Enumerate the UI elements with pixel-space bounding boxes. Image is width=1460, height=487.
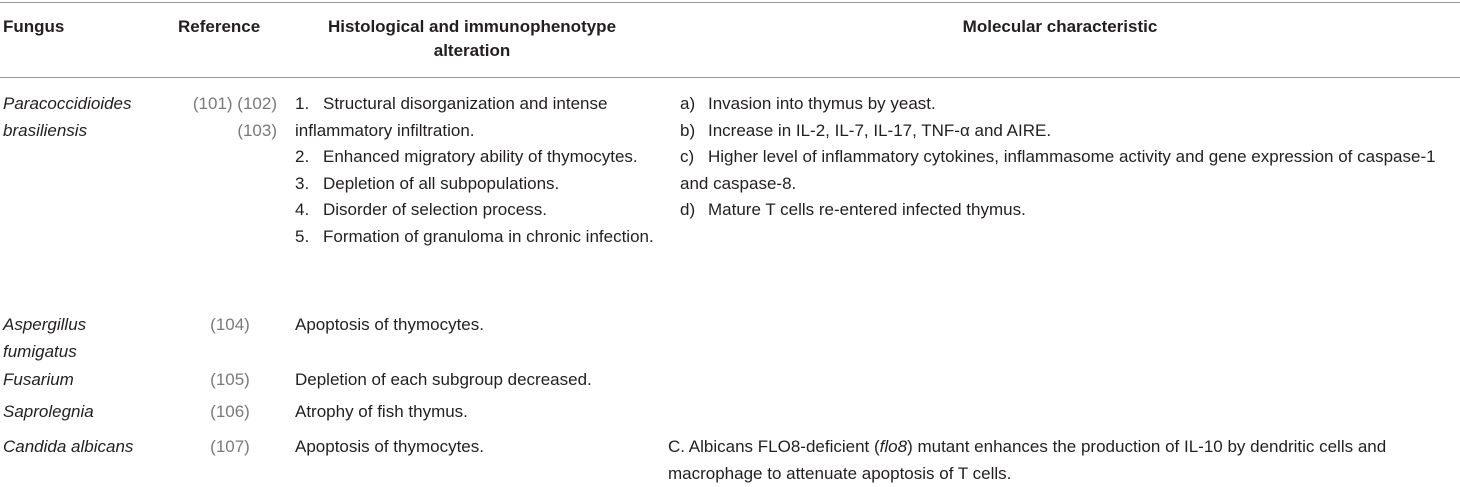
list-text: Disorder of selection process. (323, 200, 547, 219)
list-text: Formation of granuloma in chronic infection. (323, 226, 654, 246)
histological-cell: Depletion of each subgroup decreased. (295, 370, 592, 389)
reference-link[interactable]: (103) (237, 120, 277, 140)
list-item (295, 91, 665, 144)
list-text: Structural disorganization and intense inflammatory infiltration. (295, 94, 608, 140)
list-item (680, 197, 1450, 224)
histological-cell: Apoptosis of thymocytes. (295, 437, 484, 456)
list-text: Increase in IL-2, IL-7, IL-17, TNF-α and AIRE. (708, 120, 1052, 140)
column-header-histological: Histological and immunophenotype alteration (327, 17, 617, 60)
molecular-cell (668, 434, 1448, 487)
fungus-name: Aspergillus fumigatus (3, 315, 87, 361)
gene-name: flo8 (879, 437, 908, 456)
list-number: 1. (295, 94, 310, 113)
list-text: Depletion of all subpopulations. (323, 173, 560, 193)
histological-cell (295, 91, 665, 250)
reference-link[interactable]: (107) (210, 437, 250, 456)
reference-link[interactable]: (101) (102) (192, 94, 277, 113)
list-text: Invasion into thymus by yeast. (708, 94, 936, 113)
list-item (295, 171, 665, 198)
reference-link[interactable]: (104) (210, 315, 250, 334)
list-item (680, 144, 1450, 197)
table-top-rule (0, 2, 1460, 3)
fungus-name: Candida albicans (3, 437, 134, 456)
list-item (295, 144, 665, 171)
reference-cell (165, 91, 277, 144)
reference-link[interactable]: (105) (210, 370, 250, 389)
list-number: 5. (295, 226, 310, 246)
list-letter: b) (680, 120, 696, 140)
list-item (680, 118, 1450, 145)
list-item (295, 224, 665, 251)
list-letter: c) (680, 147, 695, 166)
list-number: 2. (295, 147, 310, 166)
reference-link[interactable]: (106) (210, 402, 250, 421)
list-letter: d) (680, 200, 696, 219)
column-header-reference: Reference (178, 17, 261, 36)
table-header-rule (0, 77, 1460, 78)
column-header-molecular: Molecular characteristic (962, 17, 1158, 36)
fungus-name: Paracoccidioides brasiliensis (3, 94, 132, 140)
fungus-name: Saprolegnia (3, 402, 94, 421)
list-text: Enhanced migratory ability of thymocytes. (323, 147, 638, 166)
list-number: 3. (295, 173, 310, 193)
list-text: Higher level of inflammatory cytokines, inflammasome activity and gene expression of caspase-1 and caspase-8. (680, 147, 1436, 193)
molecular-cell (680, 91, 1450, 224)
list-item (295, 197, 665, 224)
list-item (680, 91, 1450, 118)
histological-cell: Atrophy of fish thymus. (295, 402, 468, 421)
list-number: 4. (295, 200, 310, 219)
histological-cell: Apoptosis of thymocytes. (295, 315, 484, 334)
molecular-text: ) mutant enhances the production of IL-10 by dendritic cells and macrophage to attenuate apoptosis of T cells. (668, 437, 1387, 483)
column-header-fungus: Fungus (3, 17, 65, 36)
molecular-text: C. Albicans FLO8-deficient ( (668, 437, 880, 456)
list-letter: a) (680, 94, 696, 113)
fungus-name: Fusarium (3, 370, 74, 389)
list-text: Mature T cells re-entered infected thymus. (708, 200, 1026, 219)
